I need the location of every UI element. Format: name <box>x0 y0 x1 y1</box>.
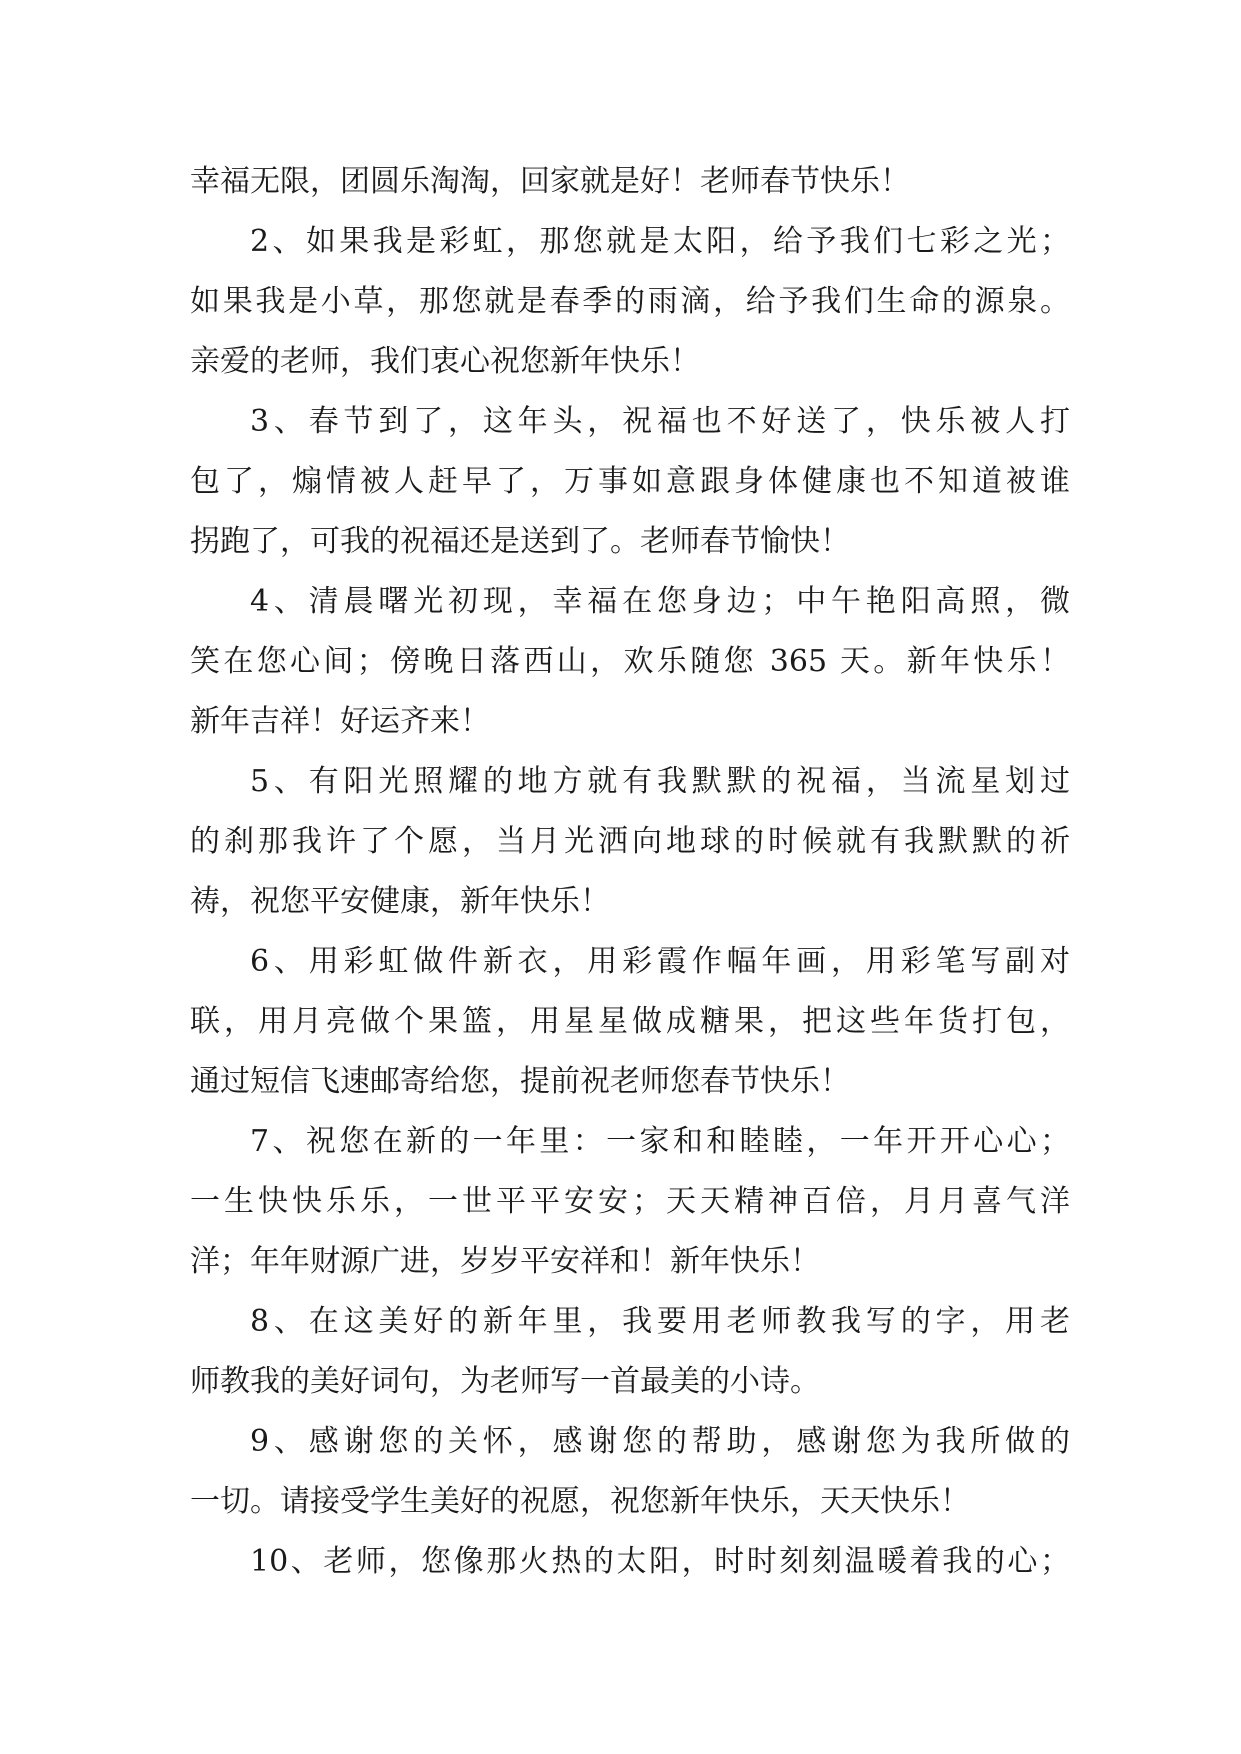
text-line: 6、用彩虹做件新衣，用彩霞作幅年画，用彩笔写副对 <box>250 944 1070 979</box>
text-line: 如果我是小草，那您就是春季的雨滴，给予我们生命的源泉。 <box>190 284 1070 319</box>
paragraph-item-4 <box>190 572 1070 752</box>
paragraph-continuation <box>190 152 1070 212</box>
paragraph-item-9 <box>190 1412 1070 1532</box>
text-line: 拐跑了，可我的祝福还是送到了。老师春节愉快！ <box>190 524 850 559</box>
text-line: 幸福无限，团圆乐淘淘，回家就是好！老师春节快乐！ <box>190 164 910 199</box>
text-line: 一切。请接受学生美好的祝愿，祝您新年快乐，天天快乐！ <box>190 1484 970 1519</box>
text-line: 一生快快乐乐，一世平平安安；天天精神百倍，月月喜气洋 <box>190 1184 1070 1219</box>
text-line: 笑在您心间；傍晚日落西山，欢乐随您 365 天。新年快乐！ <box>190 644 1070 679</box>
text-line: 亲爱的老师，我们衷心祝您新年快乐！ <box>190 344 700 379</box>
text-line: 7、祝您在新的一年里：一家和和睦睦，一年开开心心； <box>250 1124 1070 1159</box>
paragraph-item-10 <box>190 1532 1070 1592</box>
text-line: 新年吉祥！好运齐来！ <box>190 704 490 739</box>
text-line: 包了，煽情被人赶早了，万事如意跟身体健康也不知道被谁 <box>190 464 1070 499</box>
paragraph-item-6 <box>190 932 1070 1112</box>
paragraph-item-5 <box>190 752 1070 932</box>
text-line: 洋；年年财源广进，岁岁平安祥和！新年快乐！ <box>190 1244 820 1279</box>
text-line: 4、清晨曙光初现，幸福在您身边；中午艳阳高照，微 <box>250 584 1070 619</box>
document-body <box>190 152 1070 1592</box>
text-line: 2、如果我是彩虹，那您就是太阳，给予我们七彩之光； <box>250 224 1070 259</box>
text-line: 10、老师，您像那火热的太阳，时时刻刻温暖着我的心； <box>250 1544 1070 1579</box>
paragraph-item-2 <box>190 212 1070 392</box>
text-line: 师教我的美好词句，为老师写一首最美的小诗。 <box>190 1364 820 1399</box>
paragraph-item-3 <box>190 392 1070 572</box>
text-line: 9、感谢您的关怀，感谢您的帮助，感谢您为我所做的 <box>250 1424 1070 1459</box>
text-line: 8、在这美好的新年里，我要用老师教我写的字，用老 <box>250 1304 1070 1339</box>
text-line: 的刹那我许了个愿，当月光洒向地球的时候就有我默默的祈 <box>190 824 1070 859</box>
text-line: 联，用月亮做个果篮，用星星做成糖果，把这些年货打包， <box>190 1004 1070 1039</box>
text-line: 3、春节到了，这年头，祝福也不好送了，快乐被人打 <box>250 404 1070 439</box>
paragraph-item-8 <box>190 1292 1070 1412</box>
text-line: 通过短信飞速邮寄给您，提前祝老师您春节快乐！ <box>190 1064 850 1099</box>
text-line: 祷，祝您平安健康，新年快乐！ <box>190 884 610 919</box>
paragraph-item-7 <box>190 1112 1070 1292</box>
text-line: 5、有阳光照耀的地方就有我默默的祝福，当流星划过 <box>250 764 1070 799</box>
